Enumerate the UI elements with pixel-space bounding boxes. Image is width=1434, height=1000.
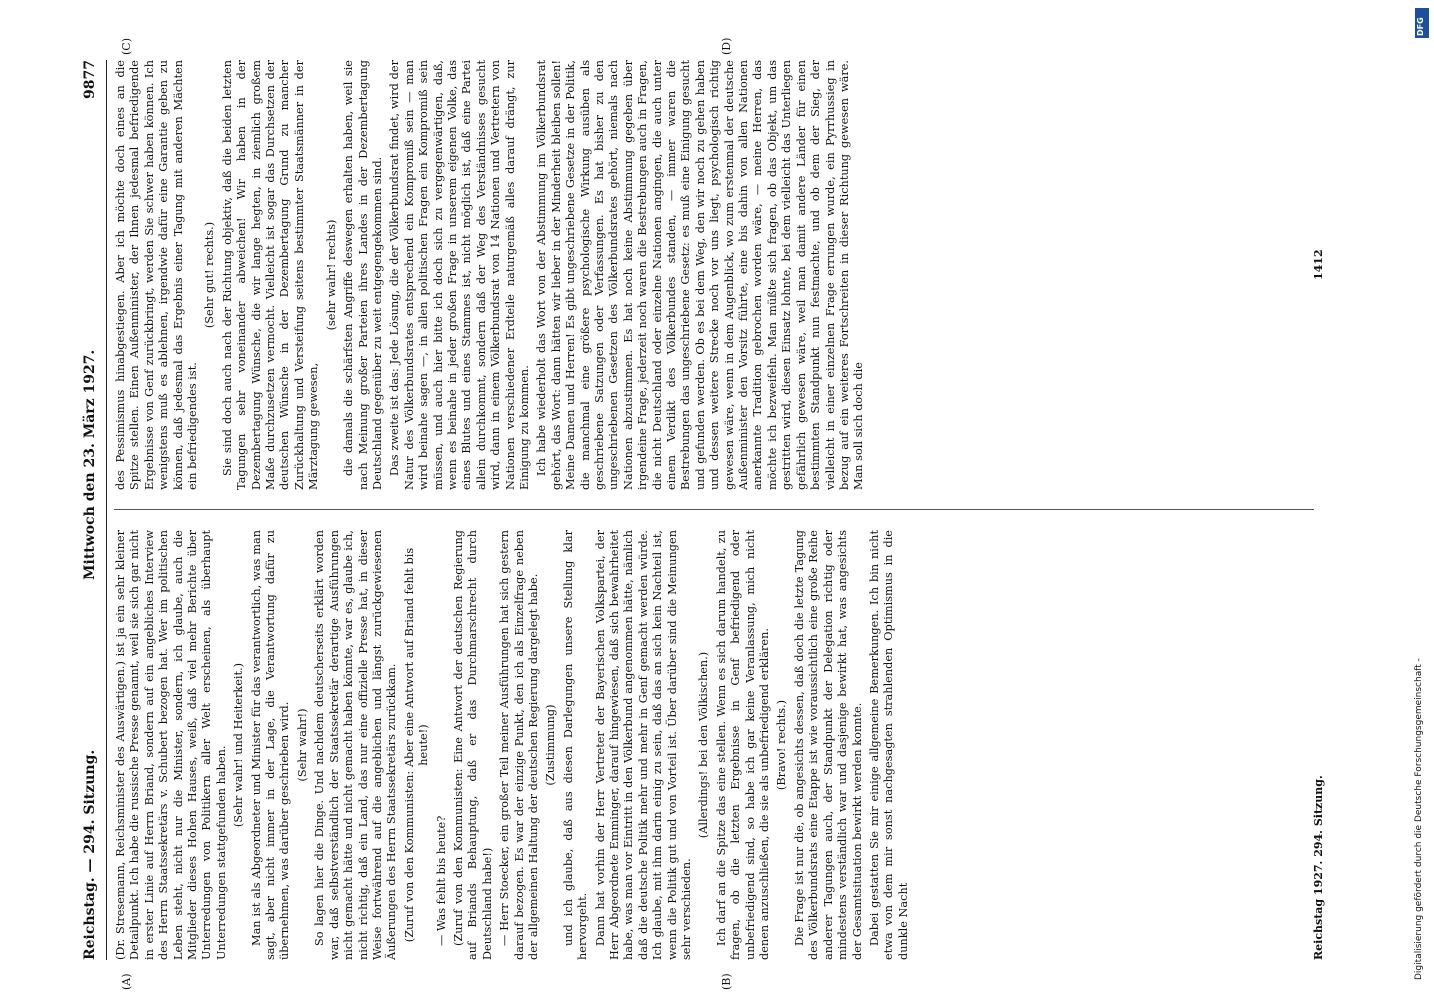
- paragraph: — Was fehlt bis heute?: [434, 815, 448, 946]
- paragraph: (Bravo! rechts.): [775, 699, 789, 791]
- paragraph: (Sehr wahr!): [295, 708, 309, 782]
- header-page-number: 9877: [82, 60, 98, 99]
- paragraph: (Zuruf von den Kommunisten: Aber eine Antwort auf Briand fehlt bis heute!): [402, 547, 431, 943]
- paragraph: Ich darf an die Spitze das eine stellen. Wenn es sich darum handelt, zu fragen, ob die letzten Ergebnisse in Genf befriedigend oder unbefriedigend sind, so habe ich gar keine Veranlassung, mich nicht denen anzuschließen, die sie als unbefriedigend erklären.: [714, 530, 772, 960]
- rotated-document-sheet: [80, 37, 1340, 990]
- paragraph: des Pessimismus hinabgestiegen. Aber ich möchte doch eines an die Spitze stellen. Einen Außenminister, der Ihnen jedesmal befriedigende Ergebnisse von Genf zurückbringt, werden Sie schwer haben können. Ich wenigstens muß es ablehnen, irgendwie dafür eine Garantie geben zu können, daß jedesmal das Ergebnis einer Tagung mit anderen Mächten ein befriedigendes ist.: [114, 60, 200, 490]
- paragraph: und ich glaube, daß aus diesen Darlegungen unsere Stellung klar hervorgeht.: [561, 530, 590, 960]
- paragraph: (Zuruf von den Kommunisten: Eine Antwort der deutschen Regierung auf Briands Behauptung, daß er das Durchmarschrecht durch Deutschland habe!): [451, 530, 494, 960]
- paragraph: Sie sind doch auch nach der Richtung objektiv, daß die beiden letzten Tagungen sehr voneinander abweichen! Wir haben in der Dezembertagung Wünsche, die wir lange hegten, in ziemlich großem Maße durchzusetzen vermocht. Vielleicht ist sogar das Durchsetzen der deutschen Wünsche in der Dezembertagung Grund zu mancher Zurückhaltung und Versteifung seitens bestimmter Staatsmänner in der Märztagung gewesen,: [220, 60, 321, 490]
- paragraph: Dabei gestatten Sie mir einige allgemeine Bemerkungen. Ich bin nicht etwa von dem mir sonst nachgesagten strahlenden Optimismus in die dunkle Nacht: [867, 530, 910, 960]
- page-header: [80, 60, 104, 960]
- margin-marker-c: (C): [120, 38, 133, 55]
- header-date: Mittwoch den 23. März 1927.: [82, 349, 98, 580]
- paragraph: (Zustimmung): [544, 704, 558, 786]
- digitization-note: [1414, 40, 1430, 980]
- paragraph: (Dr. Stresemann, Reichsminister des Auswärtigen.) ist ja ein sehr kleiner Detailpunkt. Ich habe die russische Presse genannt, weil sie sich gar nicht in erster Linie auf Herrn Briand, sondern auf ein angebliches Interview des Herrn Staatssekretärs v. Schubert bezogen hat. Wer im politischen Leben steht, nicht nur die Minister, sondern, ich glaube, auch die Mitglieder dieses Hohen Hauses, weiß, daß viel mehr Berichte über Unterredungen von Politikern aller Welt erscheinen, als überhaupt Unterredungen stattgefunden haben.: [114, 530, 228, 960]
- paragraph: — Herr Stoecker, ein großer Teil meiner Ausführungen hat sich gestern darauf bezogen. Es war der einzige Punkt, den ich als Einzelfrage neben der allgemeinen Haltung der deutschen Regierung dargelegt habe.: [498, 530, 540, 960]
- header-left: Reichstag. — 294. Sitzung.: [82, 749, 98, 960]
- header-rule: [106, 60, 107, 960]
- dfg-logo: [1415, 8, 1429, 38]
- right-column: [114, 60, 1314, 490]
- margin-marker-d: (D): [720, 37, 733, 55]
- margin-marker-b: (B): [720, 973, 733, 990]
- digitization-note-text: Digitalisierung gefördert durch die Deutsche Forschungsgemeinschaft -: [1414, 658, 1424, 980]
- paragraph: (Sehr wahr! und Heiterkeit.): [232, 662, 246, 828]
- paragraph: (Allerdings! bei den Völkischen.): [697, 651, 711, 839]
- paragraph: Dann hat vorhin der Herr Vertreter der Bayerischen Volkspartei, der Herr Abgeordnete Emminger, darauf hingewiesen, daß sich bewahrheitet habe, was man vor Eintritt in den Völkerbund angenommen hätte, nämlich daß die deutsche Politik mehr und mehr in Genf gemacht werden würde. Ich glaube, mit ihm darin einig zu sein, daß das an sich kein Nachteil ist, wenn die Politik gut und von Vorteil ist. Über darüber sind die Meinungen sehr verschieden.: [593, 530, 694, 960]
- column-divider: [114, 509, 1314, 510]
- footer-left: Reichstag 1927. 294. Sitzung.: [1312, 775, 1325, 960]
- paragraph: (sehr wahr! rechts): [324, 219, 338, 331]
- paragraph: (Sehr gut! rechts.): [203, 221, 217, 329]
- paragraph: Man ist als Abgeordneter und Minister für das verantwortlich, was man sagt, aber nicht immer in der Lage, die Verantwortung dafür zu übernehmen, was darüber geschrieben wird.: [249, 530, 292, 960]
- paragraph: die damals die schärfsten Angriffe deswegen erhalten haben, weil sie nach Meinung großer Parteien ihres Landes in der Dezembertagung Deutschland gegenüber zu weit entgegengekommen sind.: [342, 60, 384, 490]
- paragraph: Die Frage ist nur die, ob angesichts dessen, daß doch die letzte Tagung des Völkerbundsrats eine Etappe ist wie voraussichtlich eine große Reihe anderer Tagungen auch, der Standpunkt der Delegation richtig oder mindestens verständlich war und dasjenige bewirkt hat, was angesichts der Gesamtsituation bewirkt werden konnte.: [792, 530, 864, 960]
- paragraph: Das zweite ist das: Jede Lösung, die der Völkerbundsrat findet, wird der Natur des Völkerbundsrates entsprechend ein Kompromiß sein — man wird beinahe sagen —, in allen politischen Fragen ein Kompromiß sein müssen, und auch hier bitte ich doch sich zu vergegenwärtigen, daß, wenn es beinahe in jeder großen Frage in unserem eigenen Volke, das eines Blutes und eines Stammes ist, nicht möglich ist, daß eine Partei allein durchkommt, sondern daß der Weg des Verständnisses gesucht wird, dann in einem Völkerbundsrat von 14 Nationen und Vertretern von Nationen verschiedener Erdteile naturgemäß alles darauf drängt, zur Einigung zu kommen.: [388, 60, 531, 490]
- footer-page-number: 1412: [1312, 249, 1325, 280]
- left-column: [114, 530, 1314, 960]
- margin-marker-a: (A): [120, 973, 133, 990]
- dfg-logo-text: DFG: [1416, 17, 1425, 36]
- paragraph: So lagen hier die Dinge. Und nachdem deutscherseits erklärt worden war, daß selbstverständlich der Staatssekretär derartige Ausführungen nicht gemacht hätte und nicht gemacht haben könnte, war es, glaube ich, nicht richtig, daß ein Land, das nur eine offizielle Presse hat, in dieser Weise fortwährend auf die angeblichen und längst zurückgewiesenen Äußerungen des Herrn Staatssekretärs zurückkam.: [313, 530, 399, 960]
- paragraph: Ich habe wiederholt das Wort von der Abstimmung im Völkerbundsrat gehört, das Wort: dann hätten wir lieber in der Minderheit bleiben sollen! Meine Damen und Herren! Es gibt ungeschriebene Gesetze in der Politik, die manchmal eine größere psychologische Wirkung ausüben als geschriebene Satzungen oder Verfassungen. Es hat bisher zu den ungeschriebenen Gesetzen des Völkerbundsrates gehört, niemals nach Nationen abzustimmen. Es hat noch keine Abstimmung gegeben über irgendeine Frage, jederzeit noch waren die Bestrebungen auch in Fragen, die nicht Deutschland oder einzelne Nationen angingen, die auch unter einem Verdikt des Völkerbundes standen, — immer waren die Bestrebungen das ungeschriebene Gesetz: es muß eine Einigung gesucht und gefunden werden. Ob es bei dem Weg, den wir noch zu gehen haben und dessen weitere Strecke noch vor uns liegt, psychologisch richtig gewesen wäre, wenn in dem Augenblick, wo zum erstenmal der deutsche Außenminister den Vorsitz führte, eine bis dahin von allen Nationen anerkannte Tradition gebrochen worden wäre, — meine Herren, das möchte ich bezweifeln. Man müßte sich fragen, ob das Objekt, um das gestritten wird, diesen Einsatz lohnte, bei dem vielleicht das Unterliegen gefährlich gewesen wäre, weil man damit andere Länder für einen bestimmten Standpunkt nun festmachte, und ob dem der Sieg, der vielleicht in einer einzelnen Frage errungen wurde, ein Pyrrhussieg in bezug auf ein weiteres Fortschreiten in dieser Richtung gewesen wäre. Man soll sich doch die: [535, 60, 866, 490]
